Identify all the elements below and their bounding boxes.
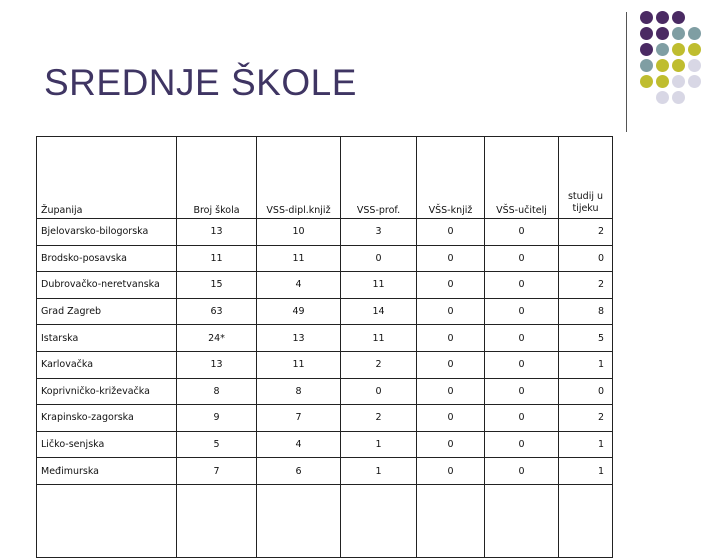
county-cell: Međimurska [37, 458, 177, 485]
empty-row [37, 484, 613, 557]
column-header: VSS-dipl.knjiž [257, 137, 341, 219]
column-header: Broj škola [177, 137, 257, 219]
county-cell: Grad Zagreb [37, 298, 177, 325]
value-cell: 4 [257, 431, 341, 458]
decorative-divider [626, 12, 627, 132]
decorative-dot [640, 59, 653, 72]
decorative-dot [672, 59, 685, 72]
value-cell: 15 [177, 272, 257, 299]
value-cell: 0 [559, 378, 613, 405]
decorative-dot [656, 91, 669, 104]
value-cell: 1 [341, 458, 417, 485]
decorative-dot [672, 27, 685, 40]
value-cell: 1 [559, 351, 613, 378]
empty-cell [417, 484, 485, 557]
value-cell: 0 [341, 245, 417, 272]
table-row [37, 245, 613, 272]
empty-cell [257, 484, 341, 557]
value-cell: 0 [417, 272, 485, 299]
decorative-dot [672, 75, 685, 88]
value-cell: 14 [341, 298, 417, 325]
value-cell: 0 [341, 378, 417, 405]
decorative-dot [656, 27, 669, 40]
county-cell: Dubrovačko-neretvanska [37, 272, 177, 299]
value-cell: 2 [341, 405, 417, 432]
value-cell: 0 [485, 458, 559, 485]
table-row [37, 431, 613, 458]
column-header: VŠS-knjiž [417, 137, 485, 219]
value-cell: 11 [341, 325, 417, 352]
value-cell: 0 [417, 378, 485, 405]
value-cell: 4 [257, 272, 341, 299]
value-cell: 9 [177, 405, 257, 432]
value-cell: 5 [559, 325, 613, 352]
empty-cell [559, 484, 613, 557]
value-cell: 0 [485, 272, 559, 299]
decorative-dot [688, 59, 701, 72]
value-cell: 2 [559, 219, 613, 246]
county-cell: Brodsko-posavska [37, 245, 177, 272]
decorative-dot [640, 11, 653, 24]
county-cell: Ličko-senjska [37, 431, 177, 458]
value-cell: 7 [177, 458, 257, 485]
value-cell: 0 [417, 298, 485, 325]
value-cell: 11 [257, 351, 341, 378]
value-cell: 2 [341, 351, 417, 378]
empty-cell [37, 484, 177, 557]
value-cell: 0 [485, 219, 559, 246]
value-cell: 10 [257, 219, 341, 246]
value-cell: 0 [485, 351, 559, 378]
value-cell: 6 [257, 458, 341, 485]
value-cell: 0 [485, 298, 559, 325]
value-cell: 13 [257, 325, 341, 352]
decorative-dot [640, 75, 653, 88]
table-row [37, 458, 613, 485]
table-row [37, 219, 613, 246]
value-cell: 0 [559, 245, 613, 272]
value-cell: 5 [177, 431, 257, 458]
decorative-dot [672, 43, 685, 56]
table-row [37, 351, 613, 378]
decorative-dot [656, 43, 669, 56]
value-cell: 0 [417, 405, 485, 432]
column-header: Županija [37, 137, 177, 219]
table-row [37, 378, 613, 405]
value-cell: 0 [485, 405, 559, 432]
decorative-dot [672, 11, 685, 24]
table-row [37, 298, 613, 325]
value-cell: 1 [559, 431, 613, 458]
table-row [37, 325, 613, 352]
value-cell: 0 [417, 431, 485, 458]
value-cell: 0 [417, 219, 485, 246]
value-cell: 2 [559, 272, 613, 299]
value-cell: 24* [177, 325, 257, 352]
empty-cell [485, 484, 559, 557]
value-cell: 11 [177, 245, 257, 272]
column-header: VŠS-učitelj [485, 137, 559, 219]
county-cell: Karlovačka [37, 351, 177, 378]
value-cell: 3 [341, 219, 417, 246]
value-cell: 0 [485, 378, 559, 405]
value-cell: 2 [559, 405, 613, 432]
county-cell: Istarska [37, 325, 177, 352]
county-cell: Bjelovarsko-bilogorska [37, 219, 177, 246]
decorative-dot [688, 27, 701, 40]
value-cell: 8 [257, 378, 341, 405]
value-cell: 13 [177, 219, 257, 246]
value-cell: 11 [257, 245, 341, 272]
value-cell: 0 [417, 245, 485, 272]
value-cell: 0 [485, 431, 559, 458]
table-row [37, 405, 613, 432]
value-cell: 8 [559, 298, 613, 325]
value-cell: 0 [485, 325, 559, 352]
county-cell: Krapinsko-zagorska [37, 405, 177, 432]
slide-title: SREDNJE ŠKOLE [44, 62, 357, 103]
value-cell: 11 [341, 272, 417, 299]
value-cell: 0 [417, 325, 485, 352]
value-cell: 49 [257, 298, 341, 325]
column-header: studij u tijeku [559, 137, 613, 219]
value-cell: 0 [485, 245, 559, 272]
decorative-dot [688, 43, 701, 56]
decorative-dot [656, 11, 669, 24]
table-row [37, 272, 613, 299]
empty-cell [341, 484, 417, 557]
value-cell: 13 [177, 351, 257, 378]
value-cell: 1 [559, 458, 613, 485]
schools-table [36, 136, 613, 558]
decorative-dot [640, 27, 653, 40]
value-cell: 0 [417, 458, 485, 485]
column-header: VSS-prof. [341, 137, 417, 219]
decorative-dot [656, 59, 669, 72]
value-cell: 7 [257, 405, 341, 432]
value-cell: 1 [341, 431, 417, 458]
value-cell: 63 [177, 298, 257, 325]
decorative-dot [672, 91, 685, 104]
value-cell: 8 [177, 378, 257, 405]
decorative-dot [640, 43, 653, 56]
decorative-dot [656, 75, 669, 88]
decorative-dot [688, 75, 701, 88]
value-cell: 0 [417, 351, 485, 378]
empty-cell [177, 484, 257, 557]
county-cell: Koprivničko-križevačka [37, 378, 177, 405]
table-header-row [37, 137, 613, 219]
